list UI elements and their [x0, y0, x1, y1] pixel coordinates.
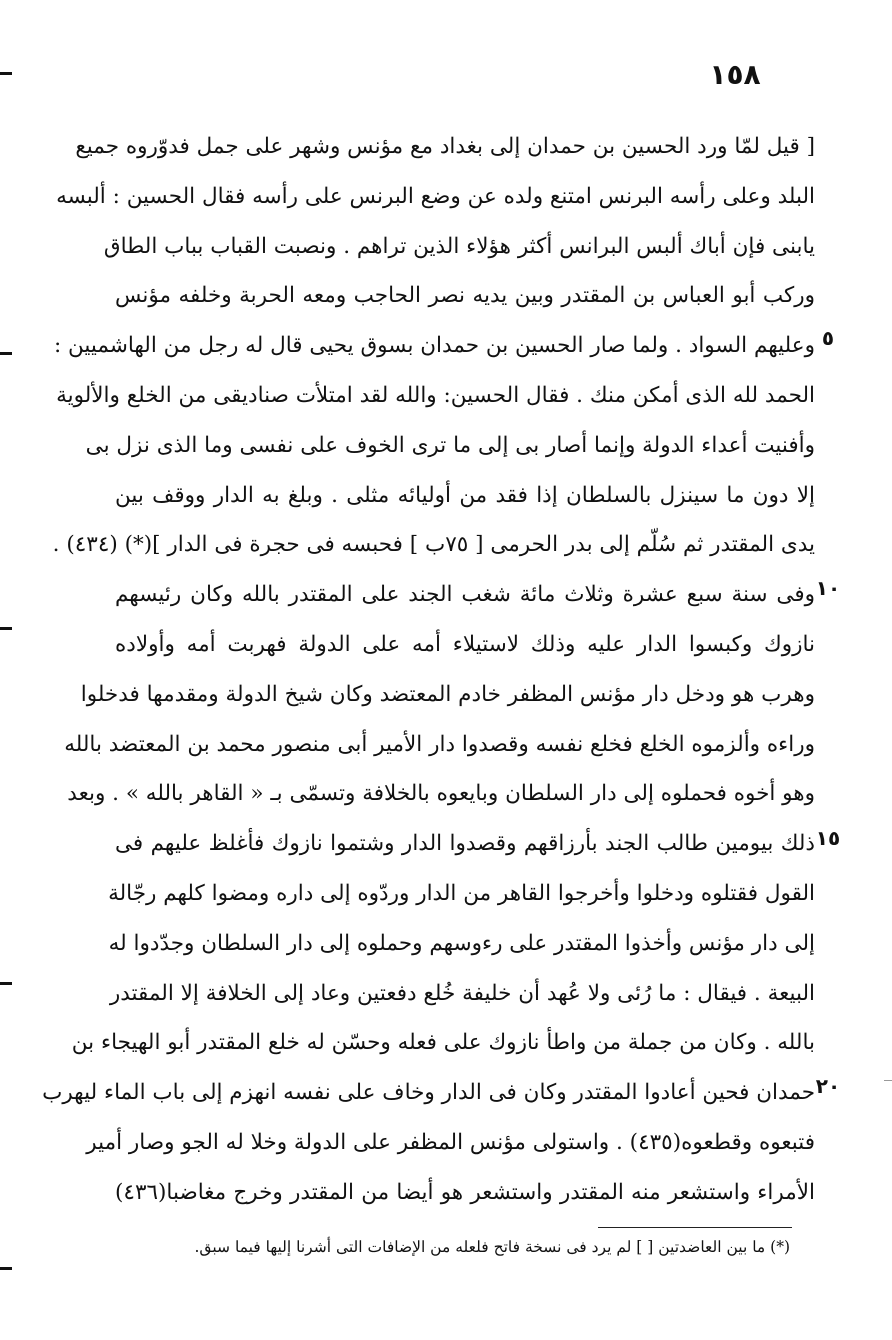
footnote-rule [598, 1227, 792, 1228]
line-number: ٥ [821, 326, 835, 350]
text-line: وراءه وألزموه الخلع فخلع نفسه وقصدوا دار الأمير أبى منصور محمد بن المعتضد بالله [64, 731, 815, 757]
margin-tick [0, 72, 12, 75]
text-line: وهو أخوه فحملوه إلى دار السلطان وبايعوه بالخلافة وتسمّى بـ « القاهر بالله » . وبعد [67, 781, 815, 807]
text-line: وعليهم السواد . ولما صار الحسين بن حمدان بسوق يحيى قال له رجل من الهاشميين : [53, 333, 815, 359]
margin-tick [0, 627, 12, 630]
text-line: إلى دار مؤنس وأخذوا المقتدر على رءوسهم وحملوه إلى دار السلطان وجدّدوا له [108, 930, 815, 956]
text-line: البيعة . فيقال : ما رُئى ولا عُهد أن خليفة خُلع دفعتين وعاد إلى الخلافة إلا المقتدر [109, 980, 815, 1006]
margin-tick [884, 1080, 892, 1081]
text-line: يابنى فإن أباك ألبس البرانس أكثر هؤلاء الذين تراهم . ونصبت القباب بباب الطاق [103, 233, 815, 259]
text-line: وفى سنة سبع عشرة وثلاث مائة شغب الجند على المقتدر بالله وكان رئيسهم [115, 582, 815, 608]
text-line: وركب أبو العباس بن المقتدر وبين يديه نصر الحاجب ومعه الحربة وخلفه مؤنس [115, 283, 815, 309]
text-line: [ قيل لمّا ورد الحسين بن حمدان إلى بغداد مع مؤنس وشهر على جمل فدوّروه جميع [75, 134, 815, 159]
text-line: فتبعوه وقطعوه(٤٣٥) . واستولى مؤنس المظفر على الدولة وخلا له الجو وصار أمير [86, 1129, 815, 1155]
text-line: يدى المقتدر ثم سُلّم إلى بدر الحرمى [ ٧٥ب ] فحبسه فى حجرة فى الدار ](*) (٤٣٤) . [52, 532, 815, 558]
text-line: إلا دون ما سينزل بالسلطان إذا فقد من أوليائه مثلى . وبلغ به الدار ووقف بين [115, 482, 815, 508]
line-number: ١٠ [815, 576, 841, 600]
margin-tick [0, 352, 12, 355]
text-line: الأمراء واستشعر منه المقتدر واستشعر هو أيضا من المقتدر وخرج مغاضبا(٤٣٦) [115, 1179, 815, 1205]
text-line: القول فقتلوه ودخلوا وأخرجوا القاهر من الدار وردّوه إلى داره ومضوا كلهم رجّالة [108, 880, 815, 906]
line-number: ١٥ [815, 826, 841, 850]
text-line: ذلك بيومين طالب الجند بأرزاقهم وقصدوا الدار وشتموا نازوك فأغلظ عليهم فى [115, 831, 815, 857]
text-line: البلد وعلى رأسه البرنس امتنع ولده عن وضع البرنس على رأسه فقال الحسين : ألبسه [56, 183, 815, 209]
margin-tick [0, 1267, 12, 1270]
text-line: نازوك وكبسوا الدار عليه وذلك لاستيلاء أمه على الدولة فهربت أمه وأولاده [115, 631, 815, 657]
page-number: ١٥٨ [709, 58, 761, 91]
body-text [42, 122, 815, 1218]
text-line: الحمد لله الذى أمكن منك . فقال الحسين: والله لقد امتلأت صناديقى من الخلع والألوية [56, 382, 815, 408]
text-line: حمدان فحين أعادوا المقتدر وكان فى الدار وخاف على نفسه انهزم إلى باب الماء ليهرب [42, 1080, 815, 1106]
line-number: ٢٠ [815, 1074, 841, 1098]
text-line: وأفنيت أعداء الدولة وإنما أصار بى إلى ما ترى الخوف على نفسى وما الذى نزل بى [85, 432, 815, 458]
text-line: بالله . وكان من جملة من واطأ نازوك على فعله وحسّن له خلع المقتدر أبو الهيجاء بن [71, 1030, 815, 1056]
footnote: (*) ما بين العاضدتين [ ] لم يرد فى نسخة فاتح فلعله من الإضافات التى أشرنا إليها فيما سبق. [194, 1238, 790, 1256]
margin-tick [0, 982, 12, 985]
text-line: وهرب هو ودخل دار مؤنس المظفر خادم المعتضد وكان شيخ الدولة ومقدمها فدخلوا [80, 681, 815, 707]
